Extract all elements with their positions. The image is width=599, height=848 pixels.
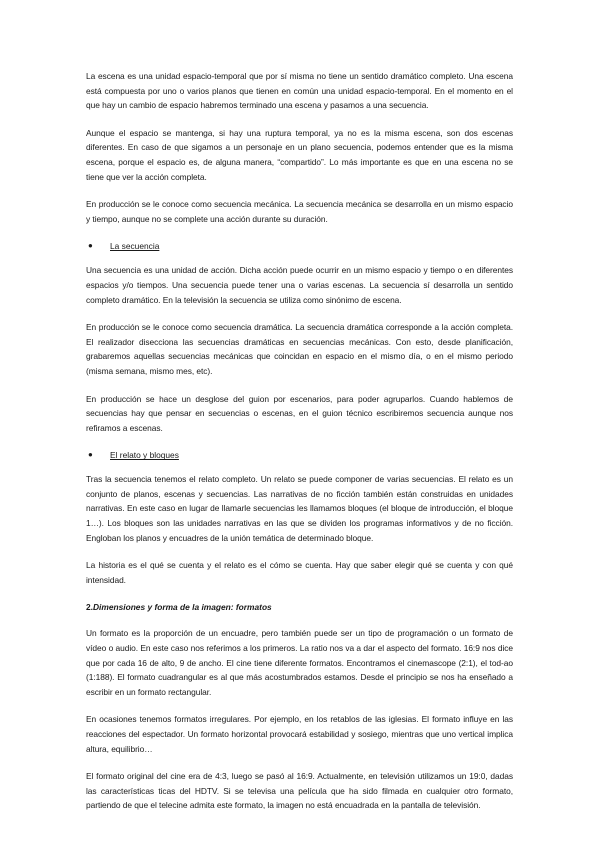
- paragraph: Una secuencia es una unidad de acción. Dicha acción puede ocurrir en un mismo espacio y tiempo o en diferentes espacios y/o tiempos. Una secuencia puede tener una o varias escenas. La secuencia sí desarrolla un sentido completo dramático. En la televisión la secuencia se utiliza como sinónimo de escena.: [86, 265, 513, 305]
- section-heading: [86, 600, 513, 614]
- paragraph: En producción se le conoce como secuencia dramática. La secuencia dramática corresponde a la acción completa. El realizador disecciona las secuencias dramáticas en secuencias mecánicas. Con esto, desde planificación, grabaremos aquellas secuencias mecánicas que coincidan en espacio en el mismo día, o en el mismo periodo (misma semana, mismo mes, etc).: [86, 322, 513, 376]
- paragraph: Aunque el espacio se mantenga, si hay una ruptura temporal, ya no es la misma escena, son dos escenas diferentes. En caso de que sigamos a un personaje en un plano secuencia, podemos entender que es la misma escena, porque el espacio es, de alguna manera, “compartido”. Lo más importante es que en una escena no se tiene que ver la acción completa.: [86, 127, 513, 182]
- paragraph: En ocasiones tenemos formatos irregulares. Por ejemplo, en los retablos de las iglesias. El formato influye en las reacciones del espectador. Un formato horizontal provocará estabilidad y sosiego, mientras que uno vertical implica altura, equilibrio…: [86, 714, 513, 754]
- section-bullet-relato: [86, 448, 513, 462]
- heading-text: Dimensiones y forma de la imagen: formatos: [93, 602, 272, 613]
- section-title: El relato y bloques: [110, 450, 179, 461]
- paragraph: La historia es el qué se cuenta y el relato es el cómo se cuenta. Hay que saber elegir qué se cuenta y con qué intensidad.: [86, 560, 513, 585]
- heading-number: 2.: [86, 602, 93, 613]
- paragraph: En producción se hace un desglose del guion por escenarios, para poder agruparlos. Cuando hablemos de secuencias hay que pensar en secuencias o escenas, en el guion técnico escribiremos secuencia aunque nos refiramos a escenas.: [86, 393, 513, 433]
- paragraph: En producción se le conoce como secuencia mecánica. La secuencia mecánica se desarrolla en un mismo espacio y tiempo, aunque no se complete una acción durante su duración.: [86, 199, 513, 224]
- section-title: La secuencia: [110, 241, 160, 252]
- paragraph: La escena es una unidad espacio-temporal que por sí misma no tiene un sentido dramático completo. Una escena está compuesta por uno o varios planos que tienen en común una unidad espacio-temporal. En el momento en el que hay un cambio de espacio habremos terminado una escena y pasamos a una secuencia.: [86, 71, 513, 111]
- section-bullet-secuencia: [86, 239, 513, 253]
- bullet-icon: ●: [88, 241, 93, 251]
- bullet-icon: ●: [88, 450, 93, 460]
- paragraph: El formato original del cine era de 4:3, luego se pasó al 16:9. Actualmente, en televisión utilizamos un 19:0, dadas las características ticas del HDTV. Si se televisa una película que ha sido filmada en cualquier otro formato, partiendo de que el telecine admita este formato, la imagen no está encuadrada en la pantalla de televisión.: [86, 771, 513, 811]
- paragraph: Un formato es la proporción de un encuadre, pero también puede ser un tipo de programación o un formato de vídeo o audio. En este caso nos referimos a los primeros. La ratio nos va a dar el aspecto del formato. 16:9 nos dice que por cada 16 de alto, 9 de ancho. El cine tiene diferente formatos. Encontramos el cinemascope (2:1), el tod-ao (1:188). El formato cuadrangular es al que más acostumbrados estamos. Desde el principio se nos ha enseñado a escribir en un formato rectangular.: [86, 628, 513, 697]
- paragraph: Tras la secuencia tenemos el relato completo. Un relato se puede componer de varias secuencias. El relato es un conjunto de planos, escenas y secuencias. Las narrativas de no ficción también están construidas en unidades narrativas. En este caso en lugar de llamarle secuencias les llamamos bloques (el bloque de introducción, el bloque 1…). Los bloques son las unidades narrativas en las que se dividen los programas informativos y de no ficción. Engloban los planos y encuadres de la unión temática de determinado bloque.: [86, 474, 513, 543]
